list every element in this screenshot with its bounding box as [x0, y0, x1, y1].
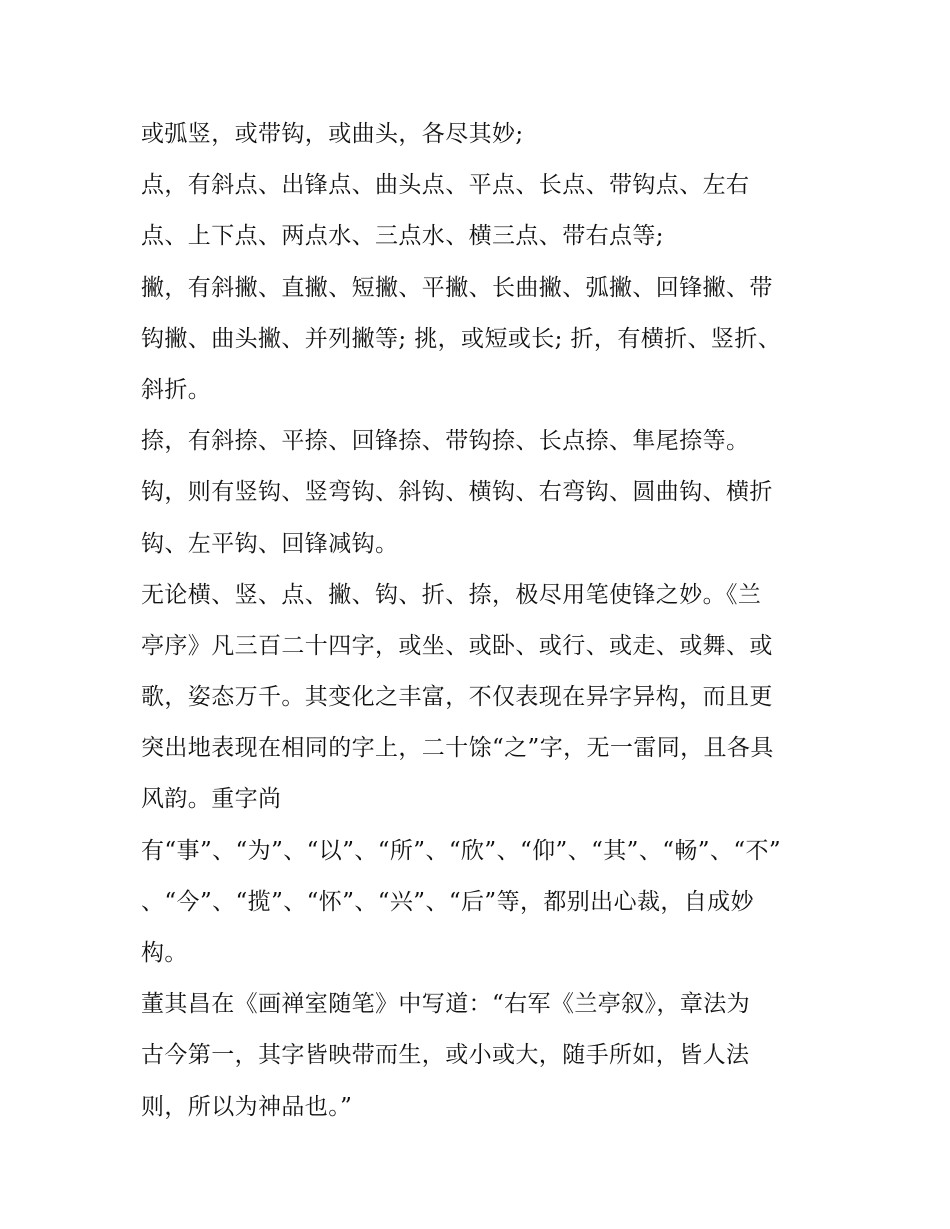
text-line: 或弧竖，或带钩，或曲头，各尽其妙;	[141, 121, 524, 147]
text-line: 古今第一，其字皆映带而生，或小或大，随手所如，皆人法	[141, 1042, 750, 1069]
text-line: 歌，姿态万千。其变化之丰富，不仅表现在异字异构，而且更	[141, 684, 773, 711]
text-line: 突出地表现在相同的字上，二十馀“之”字，无一雷同，且各具	[141, 735, 774, 762]
text-line: 有“事”、“为”、“以”、“所”、“欣”、“仰”、“其”、“畅”、“不”	[141, 837, 782, 864]
text-line: 钩撇、曲头撇、并列撇等; 挑，或短或长; 折，有横折、竖折、	[141, 325, 782, 352]
document-body	[141, 109, 831, 1133]
text-line: 点，有斜点、出锋点、曲头点、平点、长点、带钩点、左右	[141, 172, 750, 199]
text-line: 点、上下点、两点水、三点水、横三点、带右点等;	[141, 223, 664, 250]
text-line: 钩，则有竖钩、竖弯钩、斜钩、横钩、右弯钩、圆曲钩、横折	[141, 479, 773, 506]
text-line: 钩、左平钩、回锋减钩。	[141, 530, 399, 557]
text-line: 捺，有斜捺、平捺、回锋捺、带钩捺、长点捺、隼尾捺等。	[141, 428, 750, 455]
text-line: 风韵。重字尚	[141, 786, 282, 813]
text-line: 董其昌在《画禅室随笔》中写道：“右军《兰亭叙》，章法为	[141, 991, 751, 1018]
text-line: 构。	[141, 940, 188, 966]
text-line: 则，所以为神品也。”	[141, 1093, 353, 1120]
text-line: 斜折。	[141, 376, 212, 403]
text-line: 无论横、竖、点、撇、钩、折、捺，极尽用笔使锋之妙。《兰	[141, 581, 762, 608]
text-line: 亭序》凡三百二十四字，或坐、或卧、或行、或走、或舞、或	[141, 632, 773, 659]
text-line: 撇，有斜撇、直撇、短撇、平撇、长曲撇、弧撇、回锋撇、带	[141, 274, 773, 301]
text-line: 、“今”、“揽”、“怀”、“兴”、“后”等，都别出心裁，自成妙	[141, 888, 754, 915]
